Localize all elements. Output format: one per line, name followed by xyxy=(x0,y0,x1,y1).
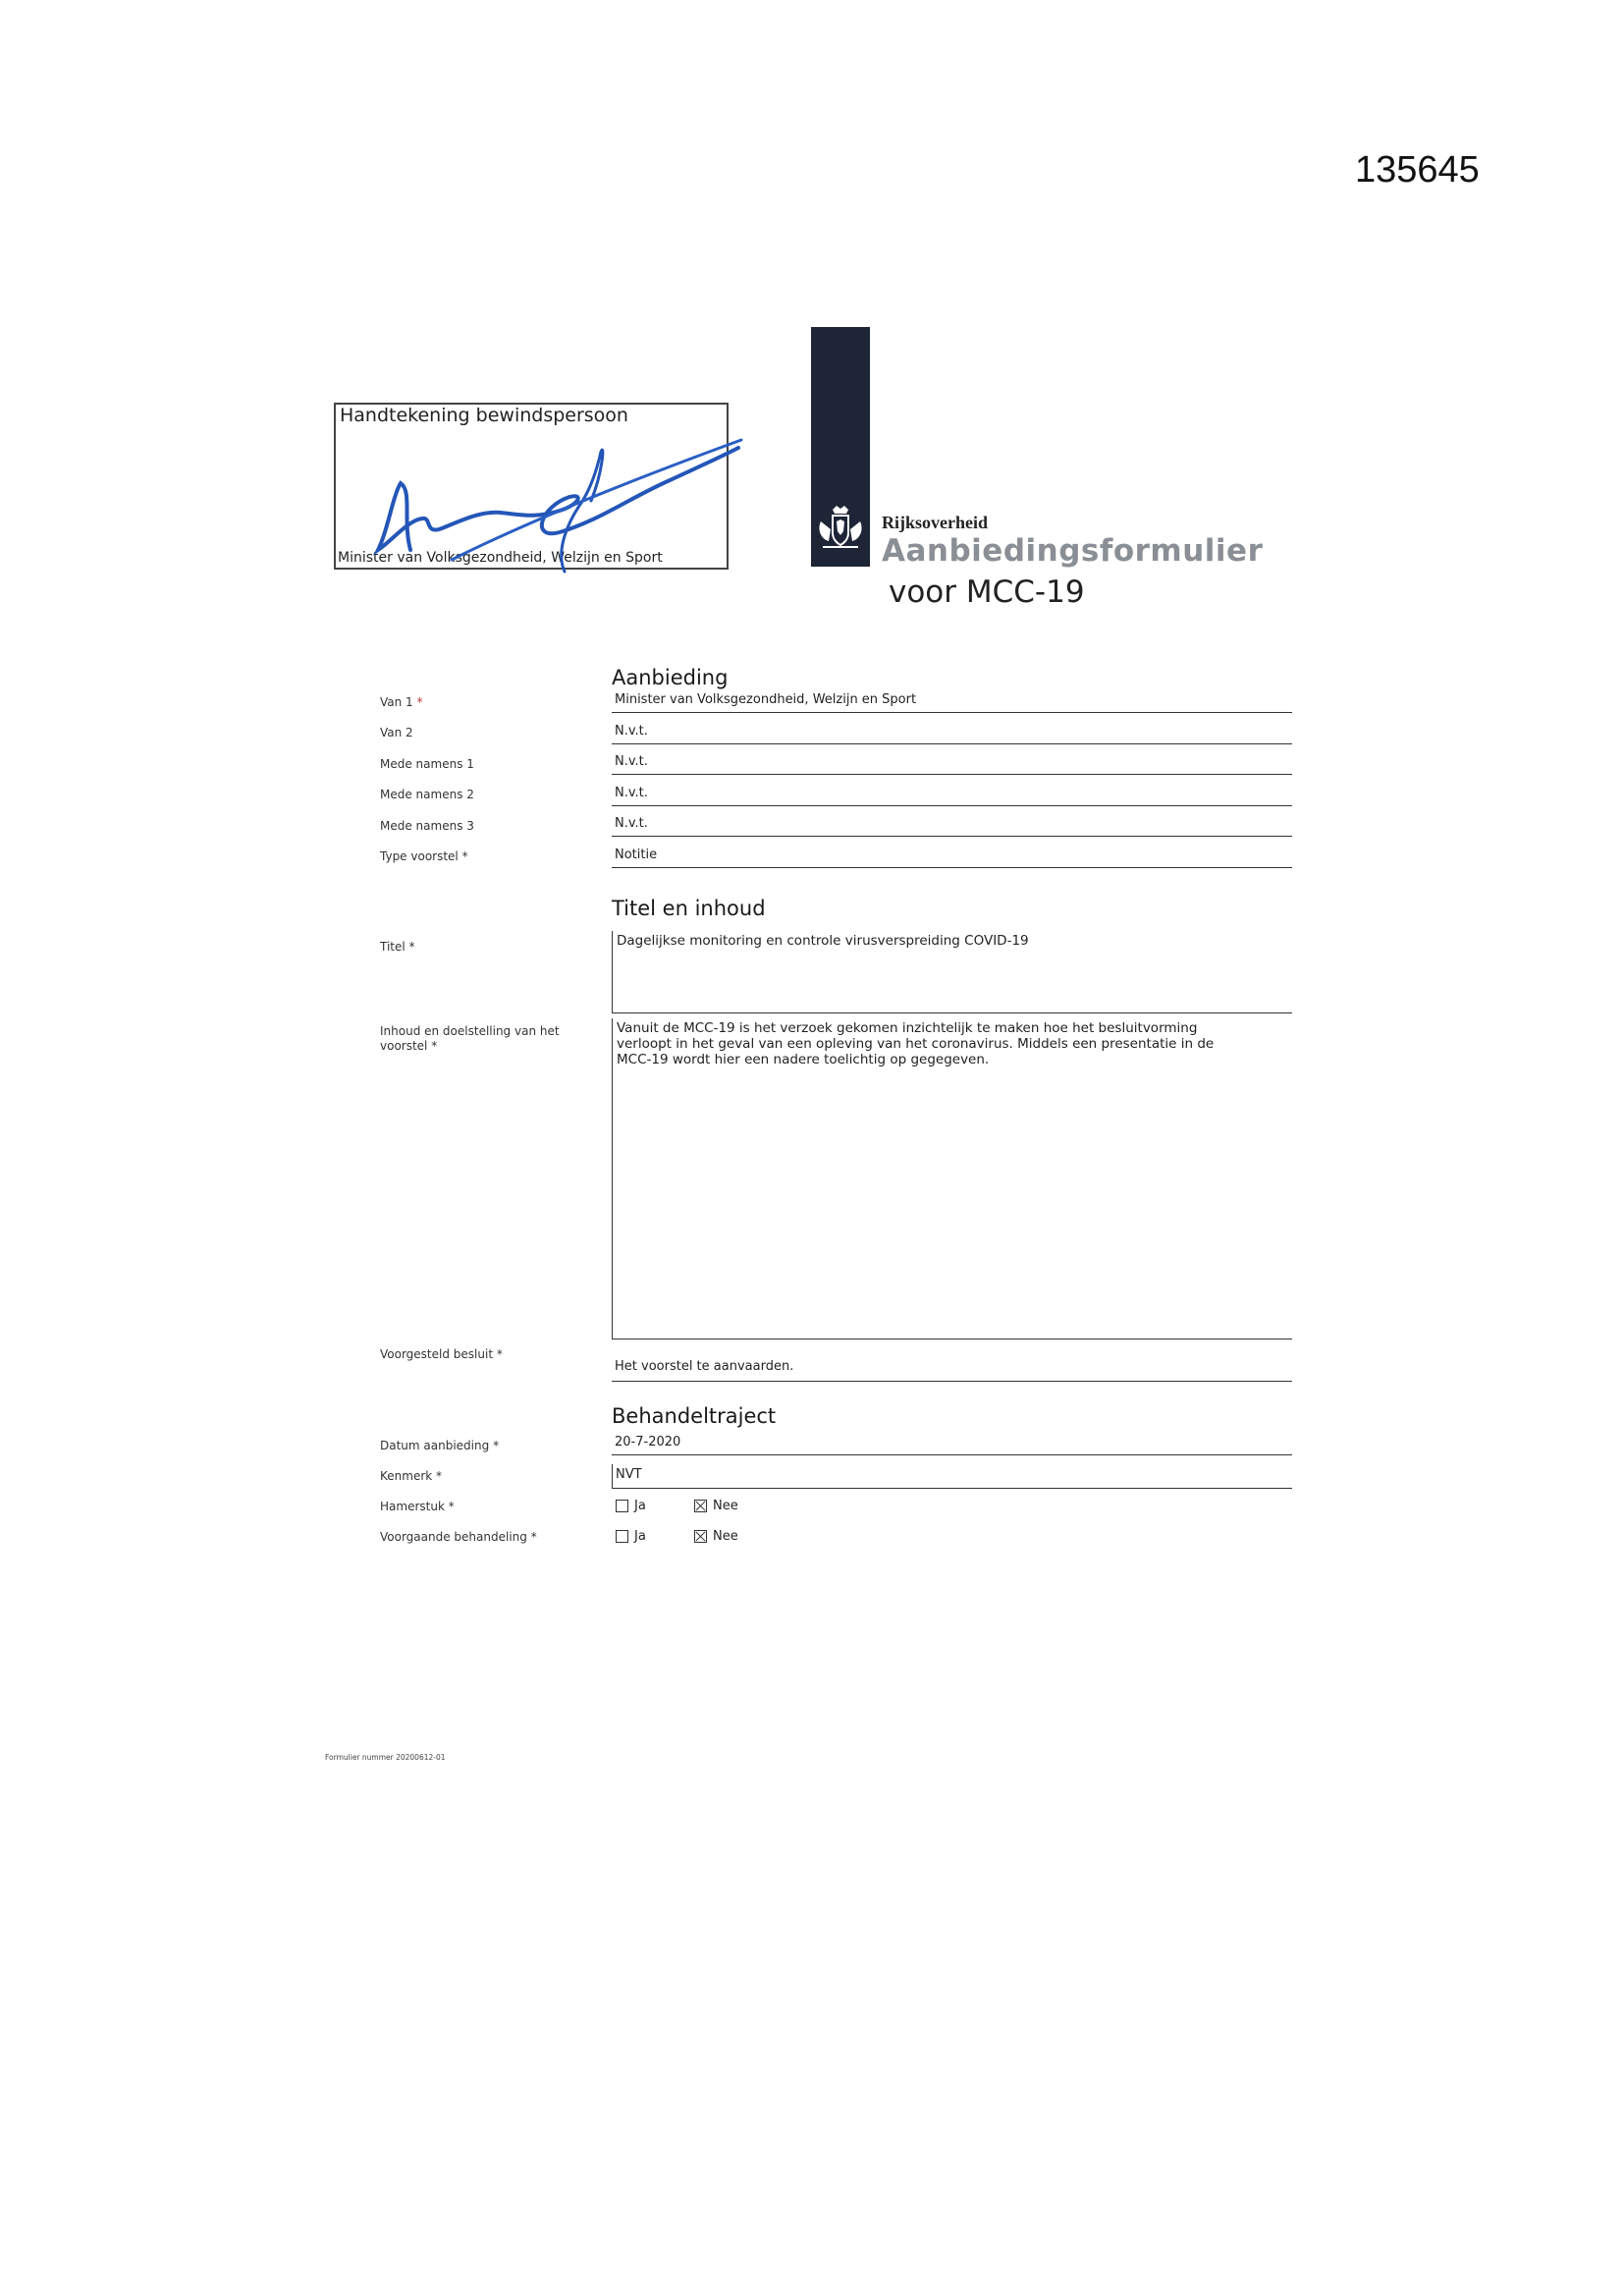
section-titel-inhoud: Titel en inhoud xyxy=(612,897,766,920)
field-mede1[interactable]: N.v.t. xyxy=(612,753,1292,775)
hamerstuk-options xyxy=(616,1499,773,1513)
form-title: Aanbiedingsformulier xyxy=(882,533,1264,569)
field-kenmerk[interactable]: NVT xyxy=(612,1464,1292,1489)
handwritten-signature xyxy=(334,403,746,579)
checkbox-checked-icon[interactable] xyxy=(694,1530,707,1543)
field-titel[interactable]: Dagelijkse monitoring en controle virusverspreiding COVID-19 xyxy=(612,931,1292,1013)
section-behandeltraject: Behandeltraject xyxy=(612,1404,777,1428)
hamerstuk-nee-option[interactable]: Nee xyxy=(694,1499,773,1513)
field-van1[interactable]: Minister van Volksgezondheid, Welzijn en Sport xyxy=(612,691,1292,713)
checkbox-empty-icon[interactable] xyxy=(616,1530,628,1543)
form-number-footer: Formulier nummer 20200612-01 xyxy=(325,1753,446,1762)
voorgaande-options xyxy=(616,1529,773,1544)
label-besluit: Voorgesteld besluit * xyxy=(380,1347,503,1361)
organisation-name: Rijksoverheid xyxy=(882,513,988,532)
field-besluit[interactable]: Het voorstel te aanvaarden. xyxy=(612,1354,1292,1382)
label-hamerstuk: Hamerstuk * xyxy=(380,1500,455,1513)
section-aanbieding: Aanbieding xyxy=(612,666,729,689)
hamerstuk-ja-option[interactable]: Ja xyxy=(616,1499,694,1513)
voorgaande-ja-option[interactable]: Ja xyxy=(616,1529,694,1544)
checkbox-empty-icon[interactable] xyxy=(616,1500,628,1512)
field-type[interactable]: Notitie xyxy=(612,847,1292,868)
field-inhoud[interactable]: Vanuit de MCC-19 is het verzoek gekomen inzichtelijk te maken hoe het besluitvorming verloopt in het geval van een opleving van het coronavirus. Middels een presentatie in de MCC-19 wordt hier een nadere toelichtig op gegegeven. xyxy=(612,1018,1292,1339)
label-kenmerk: Kenmerk * xyxy=(380,1469,443,1483)
signature-box-label: Handtekening bewindspersoon xyxy=(340,405,628,426)
royal-coat-of-arms-icon xyxy=(811,500,870,559)
signature-caption: Minister van Volksgezondheid, Welzijn en Sport xyxy=(338,550,663,566)
label-inhoud: Inhoud en doelstelling van het voorstel * xyxy=(380,1024,560,1053)
field-mede3[interactable]: N.v.t. xyxy=(612,815,1292,837)
label-mede2: Mede namens 2 xyxy=(380,788,474,801)
voorgaande-nee-option[interactable]: Nee xyxy=(694,1529,773,1544)
label-voorgaande: Voorgaande behandeling * xyxy=(380,1530,537,1544)
field-van2[interactable]: N.v.t. xyxy=(612,723,1292,744)
field-datum[interactable]: 20-7-2020 xyxy=(612,1434,1292,1455)
label-type: Type voorstel * xyxy=(380,849,468,863)
logo-bar xyxy=(811,327,870,567)
document-number: 135645 xyxy=(1355,149,1480,191)
label-mede1: Mede namens 1 xyxy=(380,757,474,771)
field-mede2[interactable]: N.v.t. xyxy=(612,785,1292,806)
form-subtitle: voor MCC-19 xyxy=(889,574,1085,610)
label-titel: Titel * xyxy=(380,940,415,954)
label-mede3: Mede namens 3 xyxy=(380,819,474,833)
label-van1: Van 1 * xyxy=(380,695,423,709)
label-datum: Datum aanbieding * xyxy=(380,1439,500,1452)
label-van2: Van 2 xyxy=(380,726,413,739)
checkbox-checked-icon[interactable] xyxy=(694,1500,707,1512)
